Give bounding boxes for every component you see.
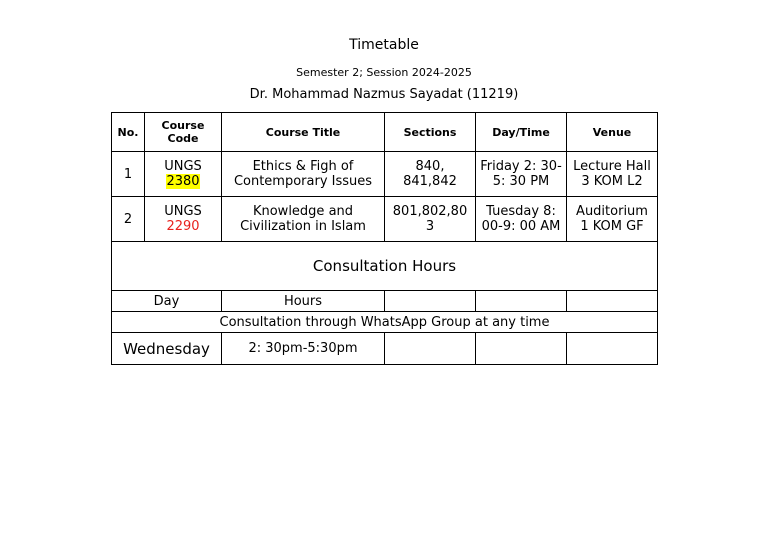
- course-code-prefix: UNGS: [164, 159, 202, 174]
- consultation-slot-row: [112, 333, 658, 365]
- course-code-prefix: UNGS: [164, 204, 202, 219]
- row-sections: [385, 152, 476, 197]
- consultation-col-hours: Hours: [222, 291, 385, 312]
- course-title-text: Knowledge and Civilization in Islam: [240, 204, 366, 234]
- empty-cell: [476, 291, 567, 312]
- row-venue: [567, 197, 658, 242]
- day-time-text: Tuesday 8: 00-9: 00 AM: [481, 204, 561, 234]
- col-header-venue: Venue: [567, 113, 658, 152]
- sections-text: 801,802,803: [392, 204, 468, 234]
- consultation-columns-row: [112, 291, 658, 312]
- course-title-text: Ethics & Figh of Contemporary Issues: [233, 159, 373, 189]
- row-sections: [385, 197, 476, 242]
- row-course-title: [222, 197, 385, 242]
- empty-cell: [567, 291, 658, 312]
- row-no: 2: [112, 197, 145, 242]
- col-header-day-time: Day/Time: [476, 113, 567, 152]
- row-day-time: [476, 152, 567, 197]
- venue-text: Auditorium 1 KOM GF: [576, 204, 648, 234]
- sections-text: 840, 841,842: [403, 159, 457, 189]
- timetable: [111, 112, 658, 365]
- empty-cell: [476, 333, 567, 365]
- row-course-code: [145, 152, 222, 197]
- course-code-number: 2290: [166, 219, 200, 234]
- col-header-course-code: [145, 113, 222, 152]
- consultation-note-row: [112, 312, 658, 333]
- col-header-course-title: Course Title: [222, 113, 385, 152]
- empty-cell: [385, 291, 476, 312]
- lecturer-name: Dr. Mohammad Nazmus Sayadat (11219): [249, 87, 519, 102]
- page-subtitle: Semester 2; Session 2024-2025: [296, 66, 472, 79]
- col-header-no: No.: [112, 113, 145, 152]
- consultation-col-day: Day: [112, 291, 222, 312]
- table-row: [112, 152, 658, 197]
- empty-cell: [567, 333, 658, 365]
- consultation-day: Wednesday: [112, 333, 222, 365]
- page-title: Timetable: [349, 37, 419, 53]
- table-row: [112, 197, 658, 242]
- consultation-hours: 2: 30pm-5:30pm: [222, 333, 385, 365]
- col-header-course-code-label: Course Code: [161, 119, 205, 145]
- col-header-sections: Sections: [385, 113, 476, 152]
- venue-text: Lecture Hall 3 KOM L2: [573, 159, 651, 189]
- row-course-title: [222, 152, 385, 197]
- day-time-text: Friday 2: 30-5: 30 PM: [480, 159, 562, 189]
- course-code-number: 2380: [166, 174, 200, 189]
- row-course-code: [145, 197, 222, 242]
- consultation-heading-row: [112, 242, 658, 291]
- row-venue: [567, 152, 658, 197]
- row-day-time: [476, 197, 567, 242]
- consultation-heading: Consultation Hours: [112, 242, 658, 291]
- header-row: [112, 113, 658, 152]
- consultation-note: Consultation through WhatsApp Group at any time: [112, 312, 658, 333]
- empty-cell: [385, 333, 476, 365]
- row-no: 1: [112, 152, 145, 197]
